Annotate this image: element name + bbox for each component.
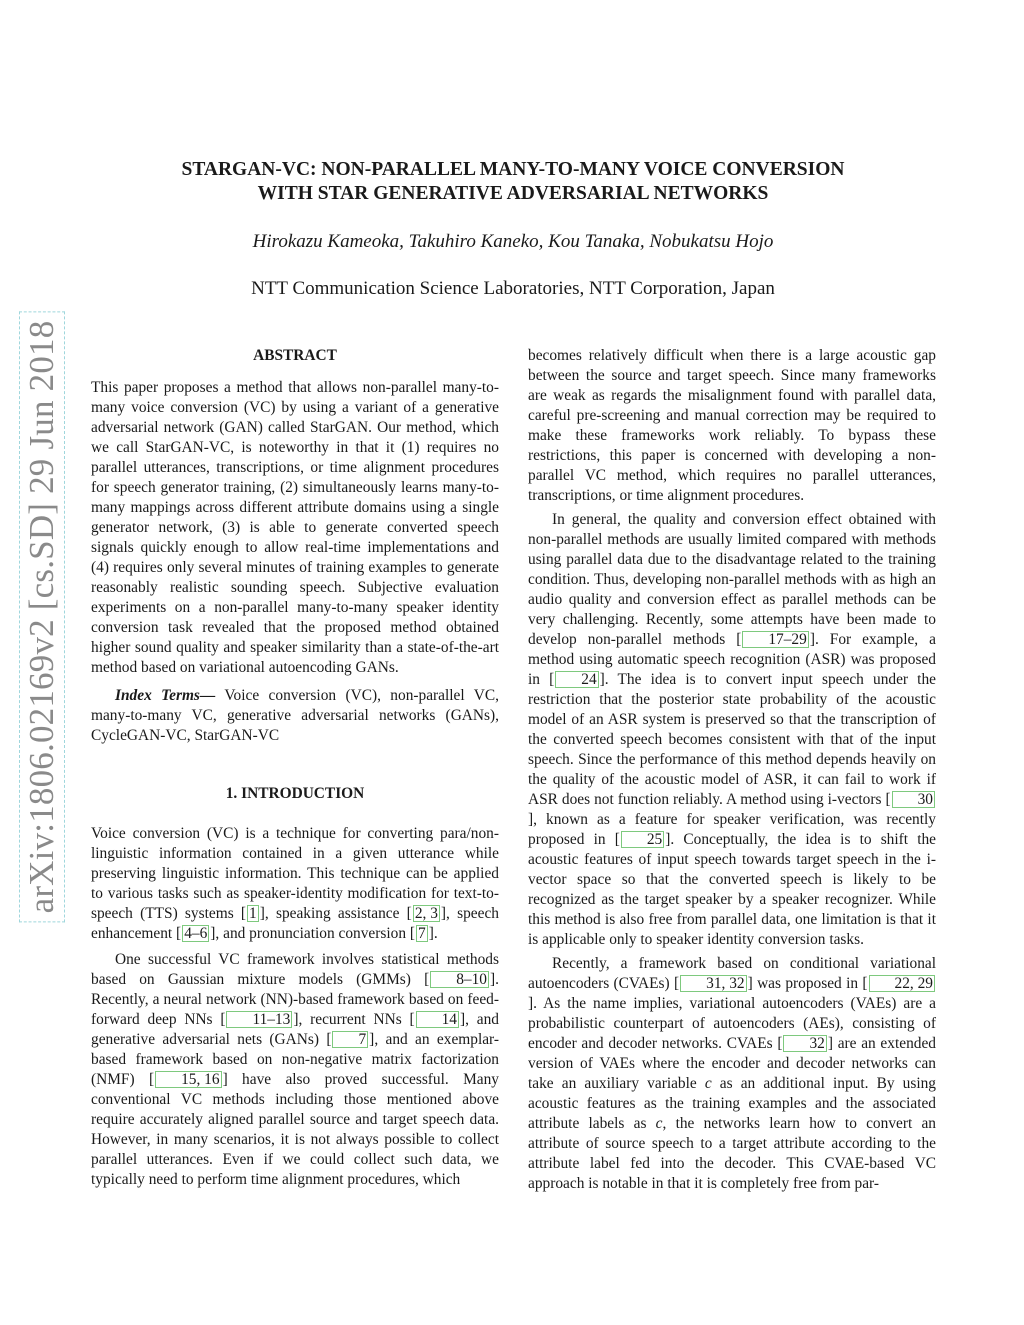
citation-link[interactable]: 22, 29 bbox=[869, 975, 935, 992]
index-terms-label: Index Terms— bbox=[115, 687, 216, 704]
arxiv-stamp bbox=[18, 322, 66, 912]
math-variable: c bbox=[655, 1115, 663, 1132]
citation-link[interactable]: 17–29 bbox=[742, 631, 808, 648]
citation-link[interactable]: 32 bbox=[783, 1035, 826, 1052]
citation-link[interactable]: 11–13 bbox=[226, 1011, 292, 1028]
index-terms-text: Voice conversion (VC), non-parallel VC, many-to-many VC, generative adversarial networks (GANs), CycleGAN-VC, StarGAN-VC bbox=[91, 687, 499, 744]
abstract-heading: ABSTRACT bbox=[253, 347, 337, 364]
paper-title bbox=[100, 158, 926, 206]
citation-link[interactable]: 4–6 bbox=[184, 925, 208, 942]
citation-link[interactable]: 8–10 bbox=[430, 971, 489, 988]
citation-link[interactable]: 31, 32 bbox=[680, 975, 746, 992]
abstract-text: This paper proposes a method that allows non-parallel many-to-many voice conversion (VC) by using a variant of a generative adversarial network (GAN) called StarGAN. Our method, which we call StarGAN-VC, is noteworthy in that it (1) requires no parallel utterances, transcriptions, or time alignment procedures for speech generator training, (2) simultaneously learns many-to-many mappings across different attribute domains using a single generator network, (3) is able to generate converted speech signals quickly enough to allow real-time implementations and (4) requires only several minutes of training examples to generate reasonably realistic sounding speech. Subjective evaluation experiments on a non-parallel many-to-many speaker identity conversion task revealed that the proposed method obtained higher sound quality and speaker similarity than a state-of-the-art method based on variational autoencoding GANs. bbox=[91, 379, 499, 676]
citation-link[interactable]: 2, 3 bbox=[414, 905, 438, 922]
index-terms bbox=[91, 686, 499, 746]
right-column bbox=[528, 346, 936, 1194]
left-column bbox=[91, 346, 499, 1190]
citation-link[interactable]: 15, 16 bbox=[155, 1071, 221, 1088]
citation-link[interactable]: 14 bbox=[416, 1011, 459, 1028]
arxiv-id: arXiv:1806.02169v2 [cs.SD] 29 Jun 2018 bbox=[19, 312, 65, 923]
intro-paragraph-3: becomes relatively difficult when there is a large acoustic gap between the source and target speech. Since many frameworks are weak as regards the misalignment found with parallel data, careful pre-screening and manual correction may be required to make these frameworks work reliably. To bypass these restrictions, this paper is concerned with developing a non-parallel VC method, which requires no parallel utterances, transcriptions, or time alignment procedures. bbox=[528, 347, 936, 504]
intro-paragraph-5: Recently, a framework based on conditional variational autoencoders (CVAEs) [ 31, 32 ] was proposed in [ 22, 29]. As the name implies, variational autoencoders (VAEs) are a probabilistic counterpart of autoencoders (AEs), consisting of encoder and decoder networks. CVAEs [ 32 ] are an extended version of VAEs where the encoder and decoder networks can take an auxiliary variable c as an additional input. By using acoustic features as the training examples and the associated attribute labels as c, the networks learn how to convert an attribute of source speech to a target attribute according to the attribute label fed into the decoder. This CVAE-based VC approach is notable in that it is completely free from par- bbox=[528, 955, 936, 1192]
intro-paragraph-4: In general, the quality and conversion effect obtained with non-parallel methods are usually limited compared with methods using parallel data due to the disadvantage related to the training condition. Thus, developing non-parallel methods with as high an audio quality and conversion effect as parallel methods can be very challenging. Recently, some attempts have been made to develop non-parallel methods [ 17–29 ]. For example, a method using automatic speech recognition (ASR) was proposed in [ 24 ]. The idea is to convert input speech under the restriction that the posterior state probability of the acoustic model of an ASR system is preserved so that the transcription of the converted speech becomes consistent with that of the input speech. Since the performance of this method depends heavily on the quality of the acoustic model of ASR, it can fail to work if ASR does not function reliably. A method using i-vectors [ 30], known as a feature for speaker verification, was recently proposed in [ 25 ]. Conceptually, the idea is to shift the acoustic features of input speech towards target speech in the i-vector space so that the converted speech is likely to be recognized as the target speaker by a speaker recognizer. While this method is also free from parallel data, one limitation is that it is applicable only to speaker identity conversion tasks. bbox=[528, 511, 937, 948]
citation-link[interactable]: 1 bbox=[249, 905, 257, 922]
math-variable: c bbox=[704, 1075, 712, 1092]
citation-link[interactable]: 25 bbox=[621, 831, 664, 848]
citation-link[interactable]: 24 bbox=[555, 671, 598, 688]
citation-link[interactable]: 30 bbox=[892, 791, 935, 808]
intro-heading: 1. INTRODUCTION bbox=[225, 785, 365, 802]
intro-paragraph-2: One successful VC framework involves statistical methods based on Gaussian mixture models (GMMs) [ 8–10 ]. Recently, a neural network (NN)-based framework based on feed-forward deep NNs [ 11–13 ], recurrent NNs [ 14 ], and generative adversarial nets (GANs) [ 7 ], and an exemplar-based framework based on non-negative matrix factorization (NMF) [ 15, 16 ] have also proved successful. Many conventional VC methods including those mentioned above require accurately aligned parallel source and target speech data. However, in many scenarios, it is not always possible to collect parallel utterances. Even if we could collect such data, we typically need to perform time alignment procedures, which bbox=[91, 951, 499, 1188]
intro-paragraph-1: Voice conversion (VC) is a technique for converting para/non-linguistic information contained in a given utterance while preserving linguistic information. This technique can be applied to various tasks such as speaker-identity modification for text-to-speech (TTS) systems [ 1 ], speaking assistance [ 2, 3 ], speech enhancement [ 4–6 ], and pronunciation conversion [ 7 ]. bbox=[91, 825, 499, 942]
title-line-1: STARGAN-VC: NON-PARALLEL MANY-TO-MANY VOICE CONVERSION bbox=[181, 159, 845, 180]
citation-link[interactable]: 7 bbox=[418, 925, 426, 942]
title-line-2: WITH STAR GENERATIVE ADVERSARIAL NETWORKS bbox=[257, 183, 769, 204]
authors: Hirokazu Kameoka, Takuhiro Kaneko, Kou Tanaka, Nobukatsu Hojo bbox=[252, 231, 774, 252]
citation-link[interactable]: 7 bbox=[332, 1031, 368, 1048]
affiliation: NTT Communication Science Laboratories, NTT Corporation, Japan bbox=[251, 278, 775, 299]
